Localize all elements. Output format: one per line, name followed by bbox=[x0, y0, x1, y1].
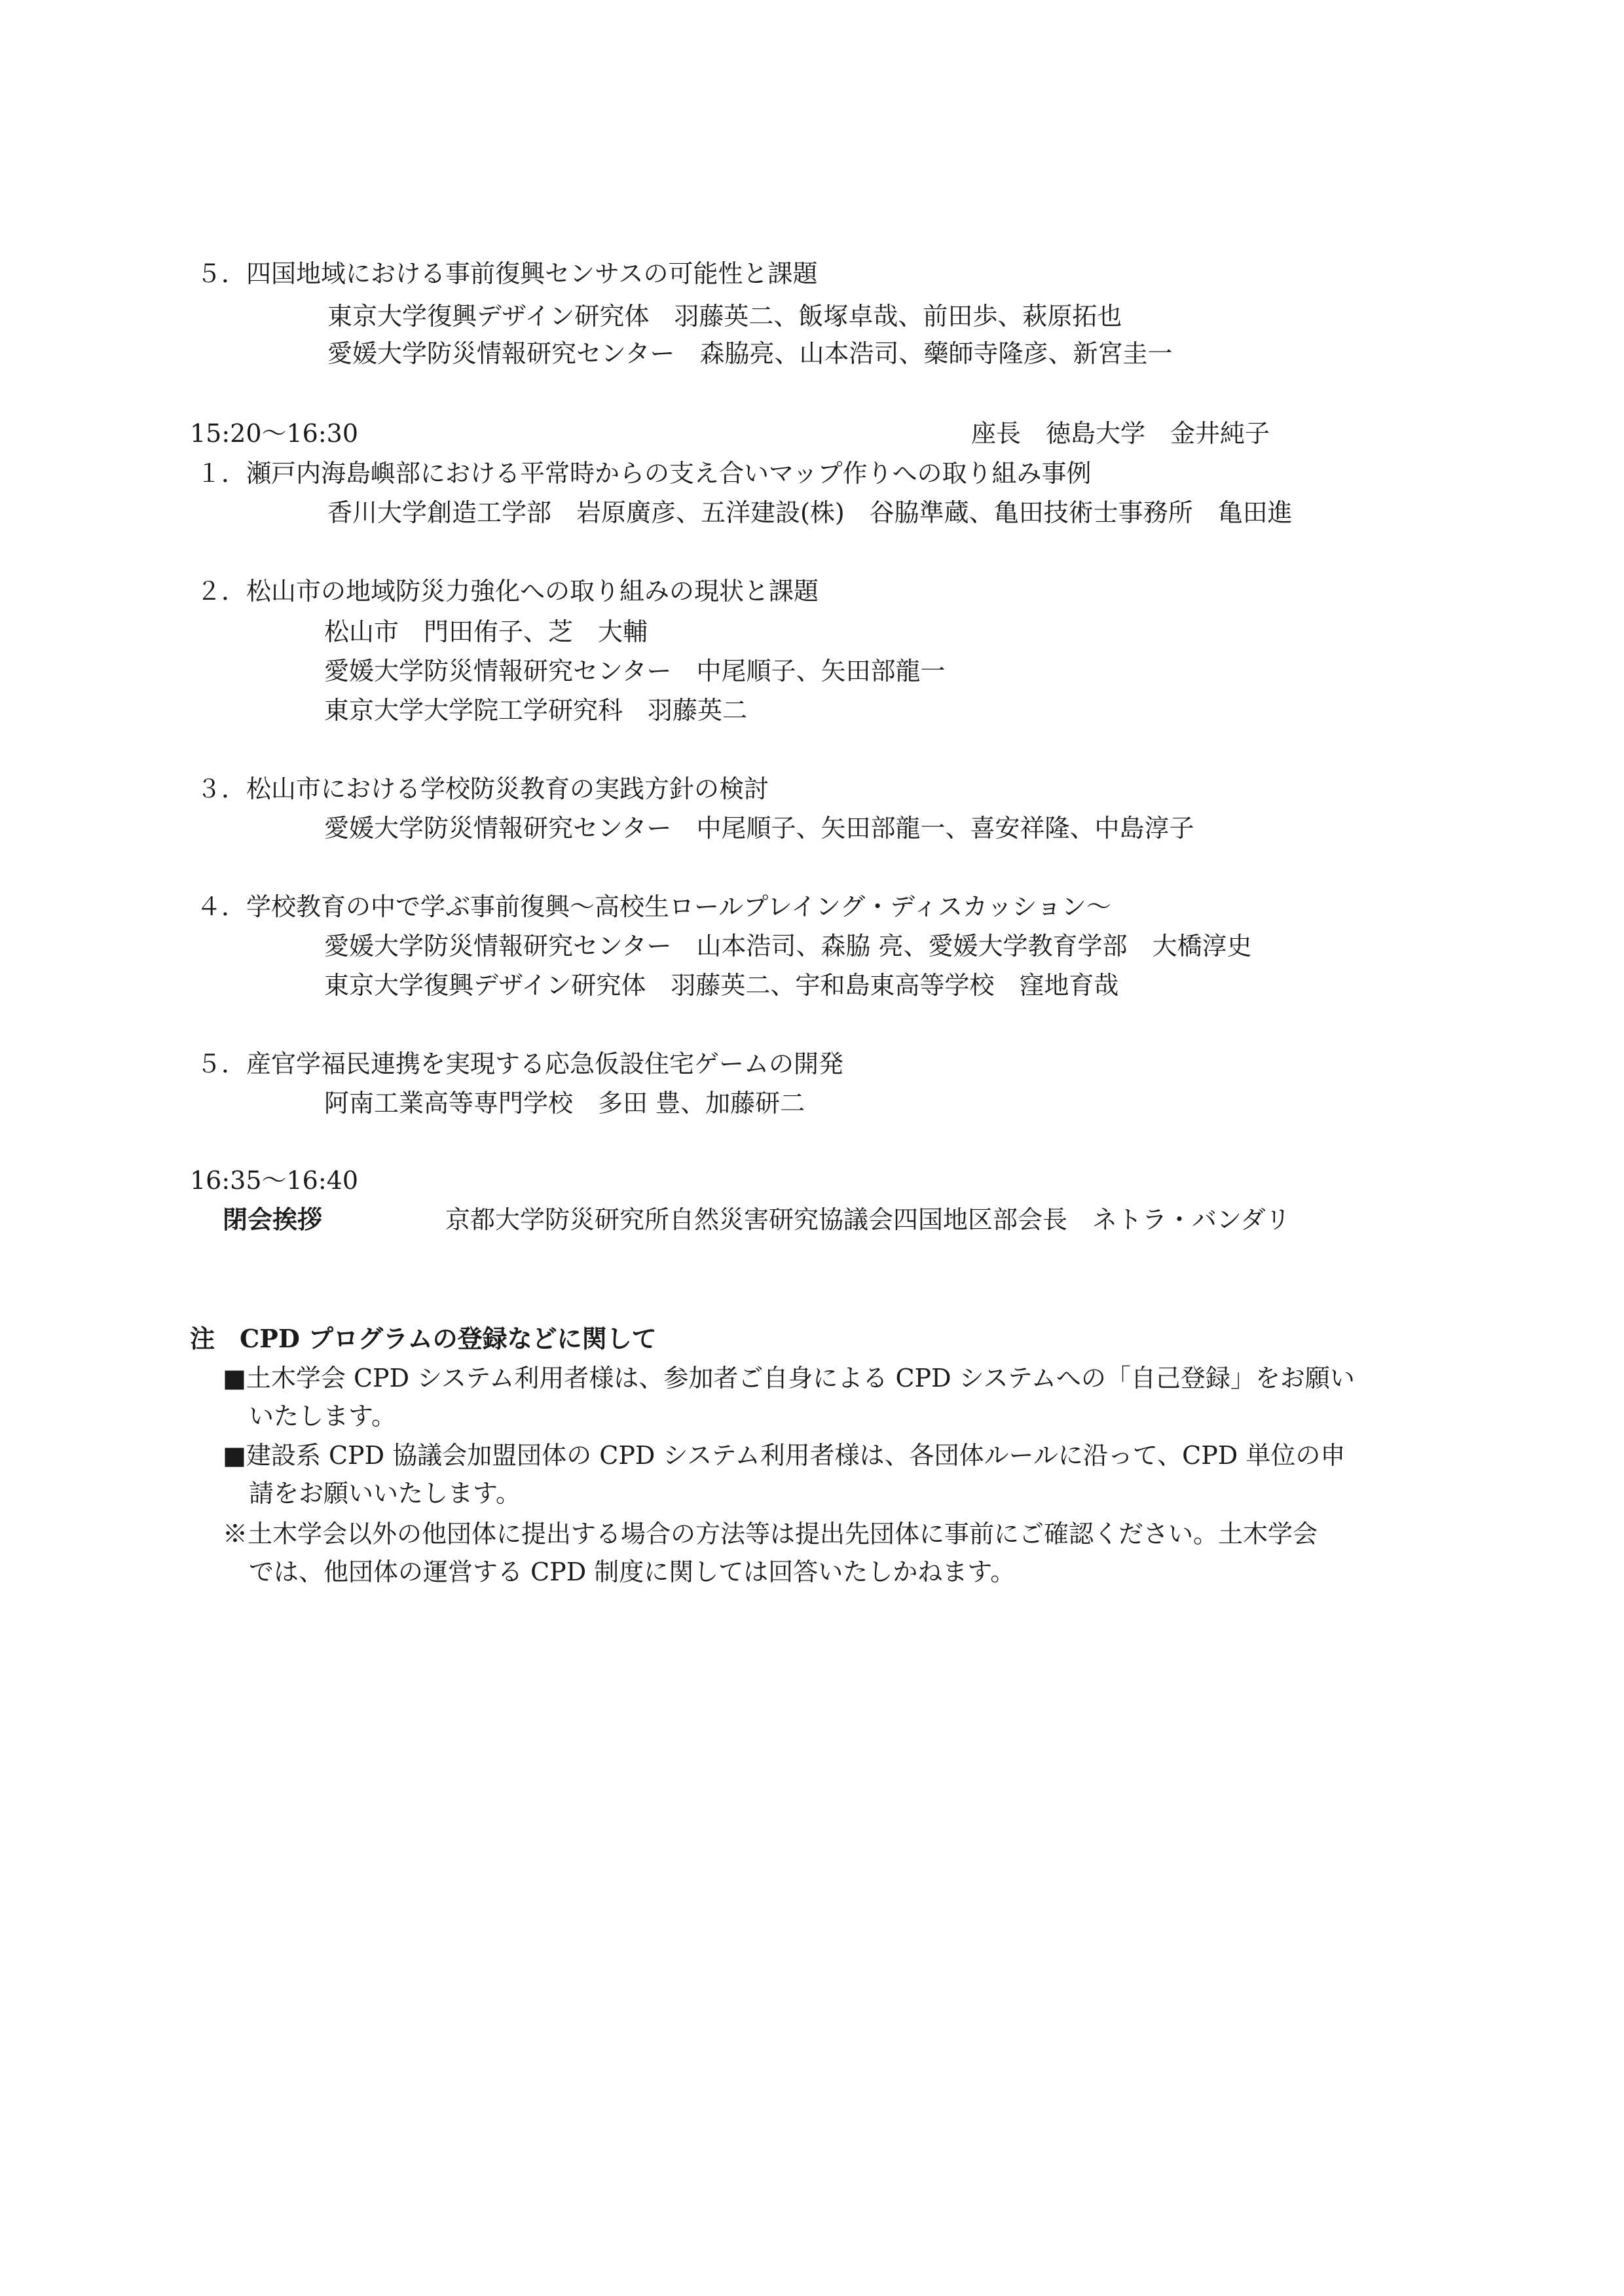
notes-heading: 注 CPD プログラムの登録などに関して bbox=[190, 1324, 657, 1353]
note-line: 請をお願いいたします。 bbox=[249, 1479, 521, 1508]
note-line: では、他団体の運営する CPD 制度に関しては回答いたしかねます。 bbox=[249, 1558, 1016, 1586]
note-line: いたします。 bbox=[249, 1402, 396, 1430]
item-title: ２．松山市の地域防災力強化への取り組みの現状と課題 bbox=[196, 577, 819, 606]
item-title: １．瀬戸内海島嶼部における平常時からの支え合いマップ作りへの取り組み事例 bbox=[196, 459, 1092, 488]
author-line: 香川大学創造工学部 岩原廣彦、五洋建設(株) 谷脇準蔵、亀田技術士事務所 亀田進 bbox=[327, 498, 1293, 527]
author-line: 愛媛大学防災情報研究センター 中尾順子、矢田部龍一 bbox=[324, 657, 946, 685]
note-line: ※土木学会以外の他団体に提出する場合の方法等は提出先団体に事前にご確認ください。土木学会 bbox=[223, 1520, 1318, 1548]
note-line: ■土木学会 CPD システム利用者様は、参加者ご自身による CPD システムへの「自己登録」をお願い bbox=[223, 1364, 1355, 1393]
note-line: ■建設系 CPD 協議会加盟団体の CPD システム利用者様は、各団体ルールに沿って、CPD 単位の申 bbox=[223, 1441, 1346, 1470]
item-title: ４．学校教育の中で学ぶ事前復興～高校生ロールプレイング・ディスカッション～ bbox=[196, 892, 1111, 921]
item-title: ５．四国地域における事前復興センサスの可能性と課題 bbox=[196, 259, 818, 288]
author-line: 東京大学復興デザイン研究体 羽藤英二、宇和島東高等学校 窪地育哉 bbox=[324, 971, 1119, 1000]
item-title: ５．産官学福民連携を実現する応急仮設住宅ゲームの開発 bbox=[196, 1049, 844, 1078]
author-line: 東京大学大学院工学研究科 羽藤英二 bbox=[324, 696, 748, 725]
closing-time: 16:35～16:40 bbox=[190, 1166, 359, 1195]
author-line: 愛媛大学防災情報研究センター 山本浩司、森脇 亮、愛媛大学教育学部 大橋淳史 bbox=[324, 932, 1252, 960]
author-line: 愛媛大学防災情報研究センター 中尾順子、矢田部龍一、喜安祥隆、中島淳子 bbox=[324, 814, 1194, 843]
item-title: ３．松山市における学校防災教育の実践方針の検討 bbox=[196, 774, 769, 803]
closing-label: 閉会挨拶 bbox=[223, 1205, 323, 1234]
session-time: 15:20～16:30 bbox=[190, 419, 359, 448]
author-line: 松山市 門田侑子、芝 大輔 bbox=[324, 617, 648, 646]
author-line: 愛媛大学防災情報研究センター 森脇亮、山本浩司、藥師寺隆彦、新宮圭一 bbox=[327, 339, 1173, 368]
author-line: 東京大学復興デザイン研究体 羽藤英二、飯塚卓哉、前田歩、萩原拓也 bbox=[327, 302, 1122, 331]
closing-speaker: 京都大学防災研究所自然災害研究協議会四国地区部会長 ネトラ・バンダリ bbox=[445, 1205, 1291, 1234]
session-chair: 座長 徳島大学 金井純子 bbox=[971, 419, 1270, 448]
author-line: 阿南工業高等専門学校 多田 豊、加藤研二 bbox=[324, 1089, 805, 1118]
